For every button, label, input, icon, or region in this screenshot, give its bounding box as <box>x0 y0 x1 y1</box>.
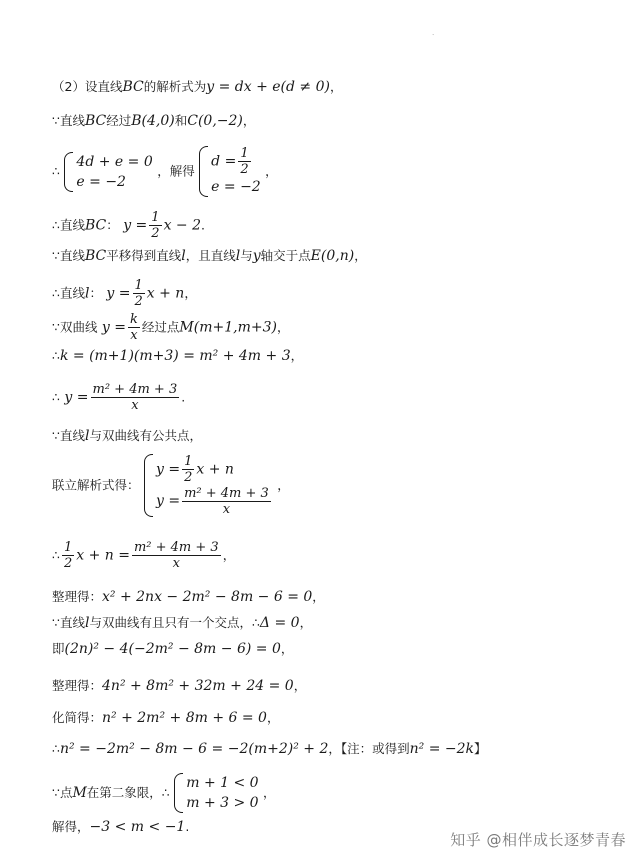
line-10 <box>52 427 202 445</box>
text: . <box>185 819 190 834</box>
solution-system <box>199 146 261 197</box>
fraction: $\frac{1}{2}$ <box>151 210 160 241</box>
math: y = <box>106 285 131 302</box>
math: 4n² + 8m² + 32m + 24 = 0 <box>102 678 294 694</box>
text: 平移得到直线 <box>106 248 182 263</box>
math: n² = −2m² − 8m − 6 = −2(m+2)² + 2 <box>59 741 329 757</box>
line-16 <box>52 677 306 695</box>
text: 经过点 <box>141 319 180 335</box>
math: E(0,n) <box>310 248 355 264</box>
line-18 <box>52 740 487 758</box>
line-5 <box>52 247 367 265</box>
quadrant-system <box>174 773 258 813</box>
text: ， <box>299 615 313 630</box>
text: ∴ <box>52 741 60 756</box>
math: BC <box>122 79 144 95</box>
text: ∴ <box>52 163 60 179</box>
text: ， <box>266 710 280 725</box>
text: ∵点 <box>52 785 73 800</box>
text: . <box>181 389 186 405</box>
math: l <box>84 285 90 302</box>
math: −3 < m < −1 <box>89 819 186 835</box>
math: n² + 2m² + 8m + 6 = 0 <box>102 710 267 726</box>
watermark: 知乎 @相伴成长逐梦青春 <box>450 831 626 849</box>
math: y = <box>64 389 89 406</box>
fraction: $\frac{\text{m² + 4m + 3}}{x}$ <box>184 485 269 517</box>
line-8 <box>52 347 303 365</box>
fraction: $\frac{k}{x}$ <box>130 312 138 343</box>
text: ， <box>222 547 236 563</box>
line-6 <box>52 278 197 309</box>
math: m + 1 < 0 <box>186 775 259 791</box>
text: 的解析式为 <box>143 79 207 94</box>
text: 轴交于点 <box>260 248 311 263</box>
text: ，且直线 <box>185 248 236 263</box>
line-13 <box>52 588 325 606</box>
fraction: $\frac{\text{m² + 4m + 3}}{x}$ <box>133 540 219 571</box>
line-14 <box>52 614 312 632</box>
text: ∵直线 <box>52 248 85 263</box>
text: ： <box>89 285 102 301</box>
math: B(4,0) <box>131 113 175 129</box>
text: ∴ <box>52 389 60 405</box>
text: 联立解析式得： <box>52 477 140 493</box>
line-11 <box>52 454 290 517</box>
math: e = −2 <box>76 173 126 190</box>
text: （2）设直线 <box>52 79 123 94</box>
combined-system <box>144 454 273 517</box>
text: ， <box>354 248 367 263</box>
text: ， <box>290 348 304 363</box>
text: ， <box>329 79 343 94</box>
math: d = <box>211 153 237 170</box>
text: 化简得： <box>52 710 103 725</box>
math: Δ = 0 <box>259 615 300 631</box>
line-15 <box>52 640 293 658</box>
math: l <box>84 615 90 631</box>
line-3 <box>52 146 278 197</box>
math: x² + 2nx − 2m² − 8m − 6 = 0 <box>102 589 313 605</box>
math: BC <box>84 113 107 129</box>
math: y = <box>123 217 148 234</box>
text: ， <box>265 163 278 179</box>
math: 4d + e = 0 <box>76 153 153 170</box>
fraction: $\frac{1}{2}$ <box>184 454 193 485</box>
text: 和 <box>174 113 188 128</box>
math: BC <box>84 248 107 264</box>
math: x − 2 <box>163 217 201 234</box>
math: y = <box>155 493 181 509</box>
math: y <box>252 248 261 264</box>
text: ∴直线 <box>52 217 85 233</box>
math: x + n <box>196 461 234 478</box>
text: ， <box>276 319 290 335</box>
fraction: $\frac{\text{m² + 4m + 3}}{x}$ <box>92 382 178 413</box>
line-7 <box>52 312 289 343</box>
text: ，解得 <box>157 163 195 179</box>
text: ∵双曲线 <box>52 319 98 335</box>
math: l <box>84 428 90 444</box>
text: ， <box>184 285 197 301</box>
line-9 <box>52 382 185 413</box>
math: C(0,−2) <box>187 113 243 129</box>
line-20 <box>52 818 189 836</box>
math: e = −2 <box>211 179 261 195</box>
math: m + 3 > 0 <box>186 795 259 811</box>
text: 在第二象限，∴ <box>86 785 170 800</box>
math: x + n = <box>76 547 130 564</box>
text: 与双曲线有公共点， <box>89 428 202 443</box>
line-2 <box>52 112 255 130</box>
equation-system <box>64 152 152 192</box>
text: ， <box>242 113 256 128</box>
math: (2n)² − 4(−2m² − 8m − 6) = 0 <box>64 641 281 657</box>
text: ： <box>106 217 119 233</box>
text: ∴ <box>52 348 60 363</box>
fraction: $\frac{1}{2}$ <box>240 146 249 177</box>
math: l <box>181 248 186 264</box>
math: M(m+1,m+3) <box>179 319 277 336</box>
speck: • <box>432 32 435 37</box>
text: ， <box>312 589 325 604</box>
fraction: $\frac{1}{2}$ <box>63 540 73 571</box>
line-17 <box>52 709 279 727</box>
text: 经过 <box>106 113 132 128</box>
fraction: $\frac{1}{2}$ <box>134 278 143 309</box>
math: BC <box>84 217 107 234</box>
math: k = (m+1)(m+3) = m² + 4m + 3 <box>59 348 291 364</box>
text: ， <box>277 477 290 493</box>
text: ∵直线 <box>52 113 85 128</box>
line-4 <box>52 210 205 241</box>
text: 解得， <box>52 819 90 834</box>
text: ∴直线 <box>52 285 85 301</box>
line-12 <box>52 540 235 571</box>
text: ，【注：或得到 <box>328 741 410 756</box>
line-19 <box>52 773 276 813</box>
math: y = <box>101 319 126 336</box>
text: 与 <box>240 248 253 263</box>
line-1 <box>52 78 343 96</box>
math: M <box>72 785 87 801</box>
text: 与双曲线有且只有一个交点，∴ <box>89 615 260 630</box>
text: ， <box>293 678 307 693</box>
math: n² = −2k <box>409 741 475 757</box>
text: 整理得： <box>52 678 103 693</box>
math: l <box>235 248 241 264</box>
math: x + n <box>146 285 185 302</box>
math: y = <box>155 461 181 478</box>
text: . <box>201 217 205 233</box>
math: y = dx + e(d ≠ 0) <box>206 79 330 95</box>
text: ， <box>263 785 276 800</box>
text: ∴ <box>52 547 60 563</box>
text: ， <box>280 641 294 656</box>
text: ∵直线 <box>52 428 85 443</box>
text: 】 <box>474 741 487 756</box>
text: ∵直线 <box>52 615 85 630</box>
text: 即 <box>52 641 65 656</box>
text: 整理得： <box>52 589 103 604</box>
